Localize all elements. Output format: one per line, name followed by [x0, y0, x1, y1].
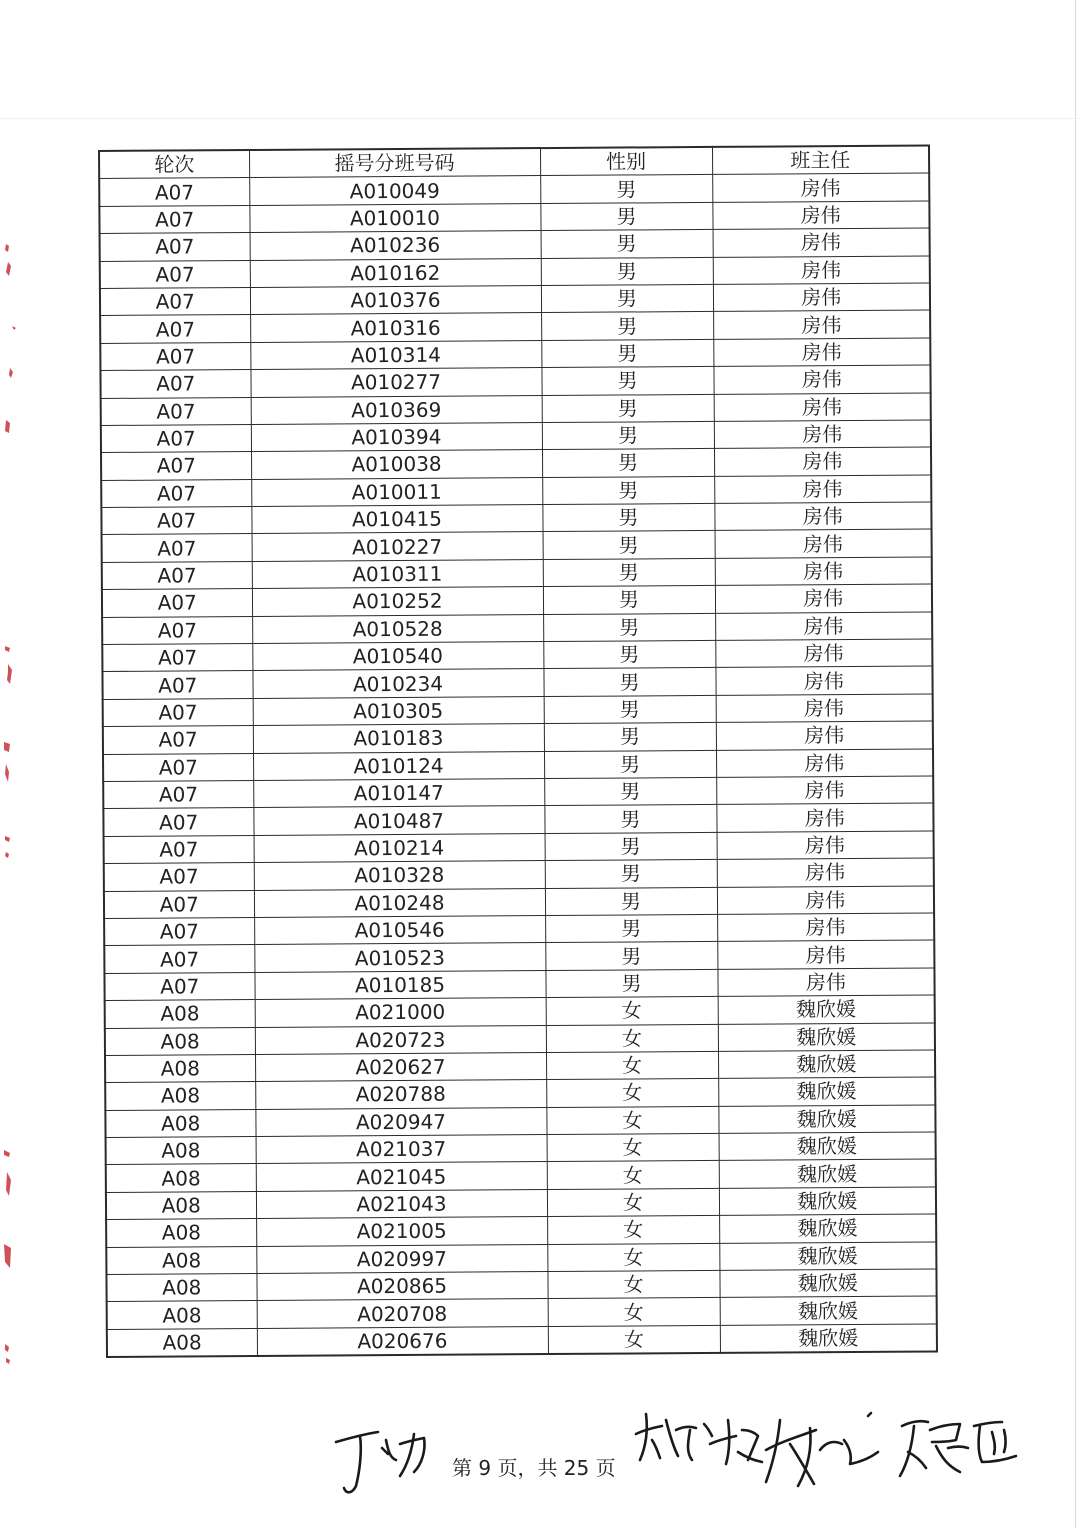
roster-table — [98, 144, 938, 1358]
cell-lottery-number: A010415 — [251, 505, 542, 534]
cell-gender: 女 — [547, 1243, 719, 1272]
cell-head-teacher: 房伟 — [714, 475, 931, 504]
cell-lottery-number: A020997 — [256, 1244, 547, 1273]
cell-gender: 男 — [540, 175, 712, 204]
cell-lottery-number: A021000 — [255, 998, 546, 1027]
cell-head-teacher: 魏欣媛 — [718, 1105, 935, 1134]
cell-head-teacher: 房伟 — [714, 447, 931, 476]
cell-round: A08 — [106, 1273, 256, 1301]
cell-gender: 男 — [543, 668, 715, 697]
cell-gender: 女 — [548, 1325, 720, 1354]
cell-gender: 女 — [546, 1051, 718, 1080]
cell-gender: 男 — [541, 367, 713, 396]
seal-fragment-marks — [0, 0, 30, 1528]
cell-round: A07 — [100, 260, 250, 288]
cell-lottery-number: A010528 — [252, 614, 543, 643]
cell-head-teacher: 魏欣媛 — [719, 1159, 936, 1188]
scan-edge — [1075, 0, 1076, 1528]
cell-lottery-number: A010546 — [254, 915, 545, 944]
cell-round: A07 — [104, 890, 254, 918]
cell-gender: 女 — [546, 1079, 718, 1108]
cell-gender: 男 — [545, 832, 717, 861]
cell-head-teacher: 房伟 — [717, 940, 934, 969]
cell-round: A07 — [104, 835, 254, 863]
cell-head-teacher: 房伟 — [714, 502, 931, 531]
cell-lottery-number: A010305 — [253, 696, 544, 725]
cell-round: A07 — [100, 315, 250, 343]
cell-gender: 男 — [544, 750, 716, 779]
cell-lottery-number: A021045 — [256, 1162, 547, 1191]
cell-round: A08 — [106, 1219, 256, 1247]
cell-round: A07 — [101, 397, 251, 425]
cell-round: A07 — [102, 671, 252, 699]
page-number: 第 9 页，共 25 页 — [452, 1456, 616, 1480]
cell-head-teacher: 魏欣媛 — [719, 1132, 936, 1161]
cell-gender: 女 — [547, 1161, 719, 1190]
cell-head-teacher: 房伟 — [713, 283, 930, 312]
cell-round: A08 — [106, 1164, 256, 1192]
cell-head-teacher: 魏欣媛 — [718, 1050, 935, 1079]
cell-gender: 男 — [541, 284, 713, 313]
cell-lottery-number: A010328 — [254, 861, 545, 890]
cell-gender: 男 — [543, 640, 715, 669]
cell-head-teacher: 房伟 — [713, 228, 930, 257]
cell-gender: 男 — [545, 914, 717, 943]
cell-round: A08 — [106, 1137, 256, 1165]
cell-lottery-number: A010236 — [250, 231, 541, 260]
cell-lottery-number: A010214 — [254, 833, 545, 862]
cell-lottery-number: A010311 — [252, 559, 543, 588]
cell-lottery-number: A010234 — [252, 669, 543, 698]
cell-lottery-number: A010248 — [254, 888, 545, 917]
cell-head-teacher: 房伟 — [717, 858, 934, 887]
cell-gender: 男 — [543, 558, 715, 587]
cell-head-teacher: 房伟 — [716, 776, 933, 805]
cell-gender: 男 — [545, 887, 717, 916]
cell-round: A07 — [99, 178, 249, 206]
cell-lottery-number: A010147 — [253, 779, 544, 808]
cell-round: A08 — [105, 1027, 255, 1055]
cell-lottery-number: A020947 — [255, 1107, 546, 1136]
cell-lottery-number: A010540 — [252, 642, 543, 671]
cell-round: A07 — [102, 561, 252, 589]
cell-head-teacher: 房伟 — [713, 338, 930, 367]
cell-gender: 女 — [547, 1270, 719, 1299]
cell-head-teacher: 房伟 — [715, 557, 932, 586]
cell-round: A07 — [104, 863, 254, 891]
cell-round: A07 — [103, 726, 253, 754]
cell-head-teacher: 房伟 — [712, 201, 929, 230]
cell-head-teacher: 魏欣媛 — [719, 1242, 936, 1271]
cell-lottery-number: A010252 — [252, 587, 543, 616]
cell-lottery-number: A010394 — [251, 422, 542, 451]
cell-head-teacher: 房伟 — [715, 584, 932, 613]
cell-gender: 男 — [540, 202, 712, 231]
cell-lottery-number: A021043 — [256, 1189, 547, 1218]
cell-round: A08 — [107, 1328, 257, 1357]
cell-lottery-number: A020788 — [255, 1080, 546, 1109]
cell-round: A08 — [105, 1082, 255, 1110]
cell-head-teacher: 房伟 — [712, 173, 929, 202]
cell-gender: 男 — [542, 503, 714, 532]
cell-lottery-number: A021037 — [256, 1135, 547, 1164]
cell-round: A07 — [104, 945, 254, 973]
cell-gender: 女 — [548, 1298, 720, 1327]
cell-round: A07 — [101, 424, 251, 452]
cell-head-teacher: 房伟 — [715, 529, 932, 558]
cell-round: A08 — [105, 1109, 255, 1137]
cell-round: A07 — [100, 370, 250, 398]
cell-head-teacher: 房伟 — [714, 392, 931, 421]
cell-lottery-number: A010277 — [250, 368, 541, 397]
cell-lottery-number: A010162 — [250, 258, 541, 287]
handwritten-signature-left — [330, 1420, 440, 1500]
cell-lottery-number: A020865 — [256, 1272, 547, 1301]
cell-gender: 男 — [545, 969, 717, 998]
cell-round: A07 — [103, 753, 253, 781]
cell-head-teacher: 魏欣媛 — [719, 1214, 936, 1243]
cell-head-teacher: 房伟 — [716, 694, 933, 723]
cell-head-teacher: 房伟 — [716, 721, 933, 750]
cell-gender: 男 — [544, 805, 716, 834]
cell-lottery-number: A021005 — [256, 1217, 547, 1246]
header-head-teacher: 班主任 — [712, 145, 929, 174]
cell-gender: 男 — [542, 394, 714, 423]
cell-round: A07 — [102, 644, 252, 672]
cell-gender: 男 — [542, 476, 714, 505]
cell-gender: 男 — [543, 586, 715, 615]
cell-lottery-number: A010523 — [254, 943, 545, 972]
cell-round: A08 — [106, 1191, 256, 1219]
cell-lottery-number: A010314 — [250, 340, 541, 369]
cell-gender: 男 — [544, 695, 716, 724]
scan-edge — [0, 118, 1080, 119]
cell-round: A08 — [107, 1301, 257, 1329]
cell-lottery-number: A010376 — [250, 286, 541, 315]
cell-round: A07 — [103, 780, 253, 808]
cell-lottery-number: A010183 — [253, 724, 544, 753]
table-body — [99, 173, 937, 1357]
cell-lottery-number: A010487 — [253, 806, 544, 835]
cell-gender: 女 — [546, 1024, 718, 1053]
cell-gender: 女 — [547, 1188, 719, 1217]
cell-head-teacher: 房伟 — [716, 749, 933, 778]
cell-head-teacher: 房伟 — [714, 420, 931, 449]
cell-head-teacher: 魏欣媛 — [720, 1324, 937, 1353]
cell-gender: 男 — [541, 257, 713, 286]
cell-round: A08 — [106, 1246, 256, 1274]
cell-round: A07 — [104, 917, 254, 945]
cell-lottery-number: A010185 — [254, 970, 545, 999]
cell-lottery-number: A020723 — [255, 1025, 546, 1054]
cell-gender: 女 — [547, 1133, 719, 1162]
cell-head-teacher: 魏欣媛 — [718, 1077, 935, 1106]
cell-head-teacher: 魏欣媛 — [718, 995, 935, 1024]
cell-lottery-number: A010038 — [251, 450, 542, 479]
cell-head-teacher: 魏欣媛 — [720, 1296, 937, 1325]
cell-round: A07 — [101, 479, 251, 507]
cell-lottery-number: A010049 — [249, 176, 540, 205]
cell-round: A07 — [100, 342, 250, 370]
cell-round: A07 — [103, 698, 253, 726]
cell-gender: 男 — [541, 339, 713, 368]
cell-gender: 男 — [542, 449, 714, 478]
cell-round: A07 — [100, 287, 250, 315]
cell-lottery-number: A020708 — [257, 1299, 548, 1328]
cell-gender: 男 — [543, 531, 715, 560]
cell-head-teacher: 房伟 — [716, 803, 933, 832]
cell-lottery-number: A010124 — [253, 751, 544, 780]
cell-round: A07 — [102, 589, 252, 617]
cell-round: A08 — [105, 1054, 255, 1082]
cell-lottery-number: A010011 — [251, 477, 542, 506]
header-round: 轮次 — [99, 150, 249, 179]
cell-head-teacher: 房伟 — [717, 831, 934, 860]
cell-lottery-number: A020676 — [257, 1326, 548, 1356]
cell-lottery-number: A010316 — [250, 313, 541, 342]
cell-gender: 男 — [545, 942, 717, 971]
cell-round: A07 — [100, 233, 250, 261]
cell-round: A07 — [104, 972, 254, 1000]
cell-head-teacher: 房伟 — [713, 310, 930, 339]
cell-round: A07 — [102, 534, 252, 562]
cell-gender: 男 — [541, 312, 713, 341]
cell-lottery-number: A010369 — [251, 395, 542, 424]
cell-round: A07 — [102, 616, 252, 644]
cell-head-teacher: 房伟 — [713, 365, 930, 394]
cell-gender: 男 — [543, 613, 715, 642]
cell-gender: 男 — [542, 421, 714, 450]
cell-head-teacher: 房伟 — [715, 639, 932, 668]
cell-gender: 女 — [546, 1106, 718, 1135]
cell-head-teacher: 房伟 — [715, 612, 932, 641]
cell-head-teacher: 房伟 — [717, 886, 934, 915]
cell-round: A07 — [103, 808, 253, 836]
cell-head-teacher: 房伟 — [715, 666, 932, 695]
cell-lottery-number: A010227 — [252, 532, 543, 561]
cell-head-teacher: 房伟 — [717, 968, 934, 997]
cell-round: A07 — [99, 205, 249, 233]
cell-round: A08 — [105, 1000, 255, 1028]
cell-round: A07 — [101, 452, 251, 480]
cell-round: A07 — [101, 507, 251, 535]
header-lottery-number: 摇号分班号码 — [249, 148, 540, 178]
cell-head-teacher: 房伟 — [717, 913, 934, 942]
cell-gender: 男 — [544, 777, 716, 806]
header-gender: 性别 — [540, 147, 712, 176]
cell-lottery-number: A010010 — [249, 203, 540, 232]
cell-gender: 男 — [544, 723, 716, 752]
cell-head-teacher: 魏欣媛 — [719, 1269, 936, 1298]
cell-head-teacher: 魏欣媛 — [719, 1187, 936, 1216]
cell-head-teacher: 魏欣媛 — [718, 1022, 935, 1051]
table-row — [107, 1324, 937, 1357]
cell-gender: 女 — [546, 997, 718, 1026]
cell-gender: 女 — [547, 1216, 719, 1245]
handwritten-signatures-right — [630, 1400, 1040, 1500]
cell-gender: 男 — [541, 230, 713, 259]
cell-gender: 男 — [545, 860, 717, 889]
cell-head-teacher: 房伟 — [713, 256, 930, 285]
cell-lottery-number: A020627 — [255, 1052, 546, 1081]
